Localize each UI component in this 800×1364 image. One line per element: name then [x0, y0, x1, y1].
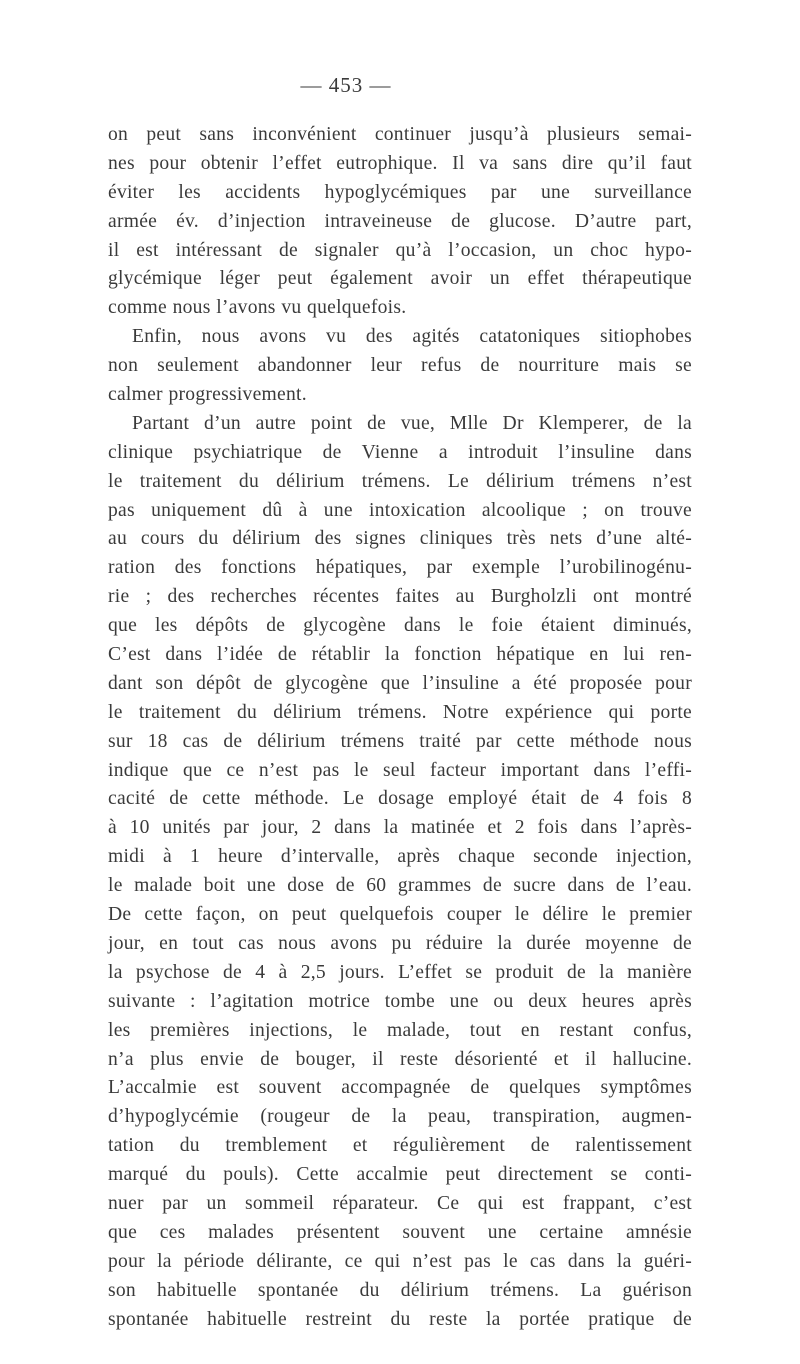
text-line: marqué du pouls). Cette accalmie peut directement se conti-	[108, 1164, 692, 1186]
text-line: on peut sans inconvénient continuer jusqu’à plusieurs semai-	[108, 124, 692, 145]
text-line: nuer par un sommeil réparateur. Ce qui est frappant, c’est	[108, 1192, 692, 1214]
text-line: nes pour obtenir l’effet eutrophique. Il va sans dire qu’il faut	[108, 152, 692, 174]
page-number: — 453 —	[300, 73, 392, 97]
text-line: le traitement du délirium trémens. Notre expérience qui porte	[108, 701, 692, 723]
text-line: son habituelle spontanée du délirium trémens. La guérison	[108, 1279, 692, 1301]
text-line: rie ; des recherches récentes faites au Burgholzli ont montré	[108, 586, 692, 608]
text-line: ration des fonctions hépatiques, par exemple l’urobilinogénu-	[108, 557, 692, 579]
body-text	[108, 121, 692, 1334]
text-line: au cours du délirium des signes cliniques très nets d’une alté-	[108, 528, 692, 550]
text-line: L’accalmie est souvent accompagnée de quelques symptômes	[108, 1077, 692, 1099]
text-line: le malade boit une dose de 60 grammes de sucre dans de l’eau.	[108, 875, 692, 897]
text-line: Enfin, nous avons vu des agités catatoniques sitiophobes	[132, 326, 692, 348]
text-line: comme nous l’avons vu quelquefois.	[108, 297, 407, 319]
text-line: dant son dépôt de glycogène que l’insuline a été proposée pour	[108, 672, 692, 694]
text-line: il est intéressant de signaler qu’à l’occasion, un choc hypo-	[108, 239, 692, 261]
text-line: armée év. d’injection intraveineuse de glucose. D’autre part,	[108, 210, 692, 232]
text-line: non seulement abandonner leur refus de nourriture mais se	[108, 355, 692, 377]
text-line: pour la période délirante, ce qui n’est pas le cas dans la guéri-	[108, 1250, 692, 1272]
text-line: midi à 1 heure d’intervalle, après chaque seconde injection,	[108, 846, 692, 868]
text-line: que ces malades présentent souvent une certaine amnésie	[108, 1221, 692, 1243]
text-line: éviter les accidents hypoglycémiques par une surveillance	[108, 181, 692, 203]
text-line: n’a plus envie de bouger, il reste désorienté et il hallucine.	[108, 1048, 692, 1070]
text-line: sur 18 cas de délirium trémens traité par cette méthode nous	[108, 730, 692, 752]
text-line: Partant d’un autre point de vue, Mlle Dr Klemperer, de la	[132, 412, 692, 434]
text-line: d’hypoglycémie (rougeur de la peau, transpiration, augmen-	[108, 1106, 692, 1128]
text-line: indique que ce n’est pas le seul facteur important dans l’effi-	[108, 759, 692, 781]
text-line: à 10 unités par jour, 2 dans la matinée et 2 fois dans l’après-	[108, 817, 692, 839]
text-line: glycémique léger peut également avoir un effet thérapeutique	[108, 268, 692, 290]
text-line: jour, en tout cas nous avons pu réduire la durée moyenne de	[108, 932, 692, 954]
text-line: De cette façon, on peut quelquefois couper le délire le premier	[108, 904, 692, 926]
text-line: calmer progressivement.	[108, 384, 307, 406]
text-line: tation du tremblement et régulièrement de ralentissement	[108, 1135, 692, 1157]
text-line: clinique psychiatrique de Vienne a introduit l’insuline dans	[108, 441, 692, 463]
text-line: C’est dans l’idée de rétablir la fonction hépatique en lui ren-	[108, 644, 692, 666]
text-line: suivante : l’agitation motrice tombe une ou deux heures après	[108, 990, 692, 1012]
text-line: spontanée habituelle restreint du reste la portée pratique de	[108, 1308, 692, 1330]
text-line: pas uniquement dû à une intoxication alcoolique ; on trouve	[108, 499, 692, 521]
text-line: que les dépôts de glycogène dans le foie étaient diminués,	[108, 615, 692, 637]
text-line: les premières injections, le malade, tout en restant confus,	[108, 1019, 692, 1041]
text-line: la psychose de 4 à 2,5 jours. L’effet se produit de la manière	[108, 961, 692, 983]
text-line: le traitement du délirium trémens. Le délirium trémens n’est	[108, 470, 692, 492]
text-line: cacité de cette méthode. Le dosage employé était de 4 fois 8	[108, 788, 692, 810]
